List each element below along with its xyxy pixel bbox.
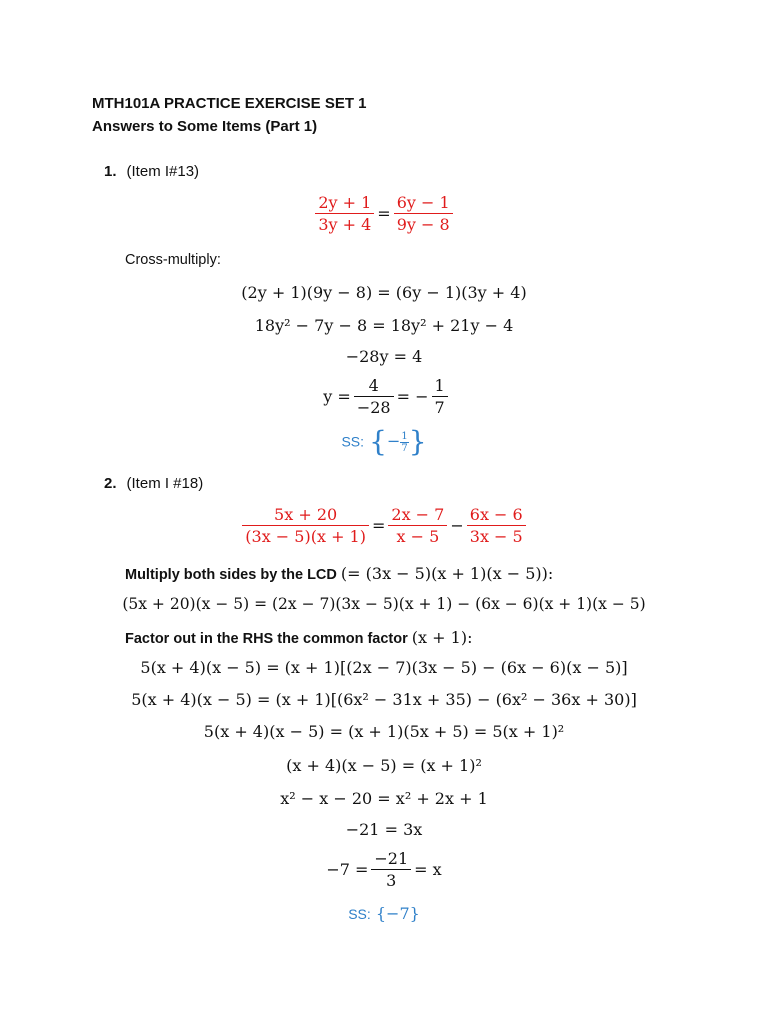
- item-1-line-4-num-1: 4: [354, 375, 394, 397]
- equals-sign: =: [377, 204, 391, 223]
- item-2-solution-set: [0, 904, 768, 923]
- item-2-step-1: [125, 564, 553, 583]
- item-1-line-4: [0, 375, 768, 418]
- item-2-step-2-text: Factor out in the RHS the common factor: [125, 631, 408, 647]
- item-2-step-2: [125, 628, 472, 647]
- item-1-line-4-fraction-2: [432, 375, 448, 418]
- item-1-ss-numerator: 1: [401, 430, 408, 442]
- item-2-lhs-numerator: 5x + 20: [242, 504, 369, 526]
- item-1-step-text: Cross-multiply:: [125, 252, 221, 268]
- item-2-line-1: (5x + 20)(x − 5) = (2x − 7)(3x − 5)(x + 1) − (6x − 6)(x + 1)(x − 5): [122, 595, 646, 613]
- item-2-ss-label: SS:: [348, 906, 371, 922]
- item-2-ss-value: {−7}: [375, 904, 420, 923]
- item-2-step-1-text: Multiply both sides by the LCD: [125, 567, 337, 583]
- item-1-lhs-denominator: 3y + 4: [318, 215, 372, 234]
- item-1-line-4-fraction-1: [354, 375, 394, 418]
- item-1-lhs-numerator: 2y + 1: [315, 192, 374, 214]
- item-1-line-4-den-1: −28: [356, 398, 391, 417]
- item-1-line-4-den-2: 7: [434, 398, 445, 417]
- item-2-equation: [0, 504, 768, 547]
- item-1-number: 1.: [104, 163, 117, 180]
- item-2-number: 2.: [104, 475, 117, 492]
- item-1-line-4-num-2: 1: [432, 375, 448, 397]
- item-2-rhs-fraction-2: [467, 504, 526, 547]
- item-2-lhs-denominator: (3x − 5)(x + 1): [245, 527, 366, 546]
- document-title: MTH101A PRACTICE EXERCISE SET 1: [92, 95, 367, 112]
- item-2-step-2-math: (x + 1):: [411, 628, 473, 647]
- left-brace: {: [369, 425, 387, 458]
- item-2-line-2: 5(x + 4)(x − 5) = (x + 1)[(2x − 7)(3x − 5) − (6x − 6)(x − 5)]: [140, 658, 628, 677]
- minus-sign: −: [450, 516, 464, 535]
- item-1-line-4-lhs: y =: [323, 387, 351, 406]
- item-1-solution-set: [0, 425, 768, 458]
- item-1-equation: [0, 192, 768, 235]
- item-1-line-1: (2y + 1)(9y − 8) = (6y − 1)(3y + 4): [241, 283, 527, 302]
- item-1-rhs-denominator: 9y − 8: [396, 215, 450, 234]
- equals-sign: =: [371, 516, 386, 535]
- item-2-rhs-2-numerator: 6x − 6: [467, 504, 526, 526]
- right-brace: }: [408, 425, 427, 458]
- item-1-label: (Item I#13): [126, 163, 200, 180]
- item-2-rhs-1-denominator: x − 5: [396, 527, 440, 546]
- item-2-line-8-fraction: [371, 848, 411, 891]
- document-subtitle: Answers to Some Items (Part 1): [92, 118, 318, 135]
- item-1-ss-label: SS:: [341, 433, 365, 450]
- item-2-lhs-fraction: [242, 504, 369, 547]
- item-2-rhs-fraction-1: [388, 504, 447, 547]
- item-1-ss-sign: −: [386, 431, 401, 451]
- item-1-ss-fraction: [400, 431, 408, 454]
- item-2-step-1-math: (= (3x − 5)(x + 1)(x − 5)):: [340, 564, 554, 583]
- item-1-rhs-fraction: [394, 192, 453, 235]
- item-2-line-5: (x + 4)(x − 5) = (x + 1)²: [286, 756, 482, 775]
- item-2-rhs-1-numerator: 2x − 7: [388, 504, 447, 526]
- item-1-line-4-mid: = −: [396, 387, 429, 406]
- item-2-line-8-numerator: −21: [371, 848, 411, 870]
- item-1-heading: [104, 163, 199, 180]
- item-2-label: (Item I #18): [126, 475, 204, 492]
- item-1-lhs-fraction: [315, 192, 374, 235]
- item-2-line-8-denominator: 3: [386, 871, 397, 890]
- item-1-ss-denominator: 7: [401, 442, 408, 454]
- item-1-line-2: 18y² − 7y − 8 = 18y² + 21y − 4: [254, 316, 514, 335]
- item-2-line-7: −21 = 3x: [345, 820, 423, 839]
- item-2-line-4: 5(x + 4)(x − 5) = (x + 1)(5x + 5) = 5(x + 1)²: [203, 722, 565, 741]
- item-2-heading: [104, 475, 203, 492]
- item-1-rhs-numerator: 6y − 1: [394, 192, 453, 214]
- item-2-line-3: 5(x + 4)(x − 5) = (x + 1)[(6x² − 31x + 35) − (6x² − 36x + 30)]: [131, 690, 637, 709]
- item-2-line-8-rhs: = x: [414, 860, 442, 879]
- item-2-line-8: [0, 848, 768, 891]
- item-1-line-3: −28y = 4: [345, 347, 423, 366]
- item-2-line-8-lhs: −7 =: [326, 860, 369, 879]
- item-2-line-6: x² − x − 20 = x² + 2x + 1: [280, 789, 488, 808]
- item-2-rhs-2-denominator: 3x − 5: [469, 527, 523, 546]
